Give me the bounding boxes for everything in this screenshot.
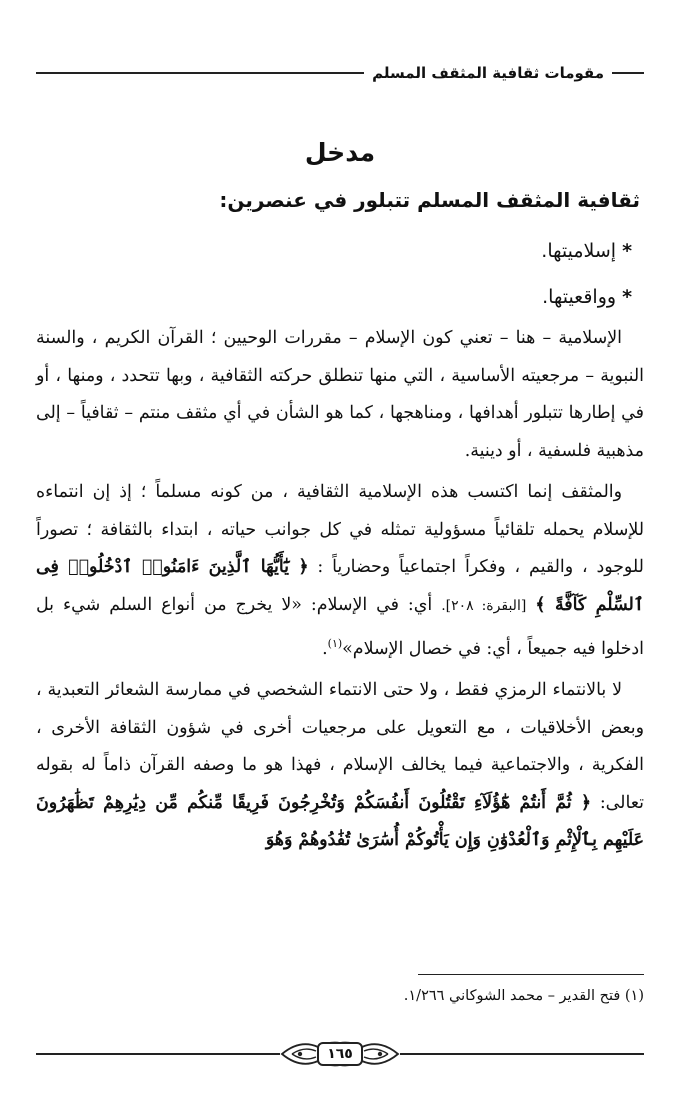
section-subheading: ثقافية المثقف المسلم تتبلور في عنصرين: <box>219 188 640 212</box>
body-text <box>36 320 644 864</box>
bullet-star: * <box>622 286 632 308</box>
page-number: ١٦٥ <box>317 1042 363 1066</box>
bullet-item <box>40 228 632 274</box>
footnote-rule <box>418 974 644 975</box>
header-rule-right <box>612 72 644 74</box>
page-footer <box>36 1034 644 1074</box>
footer-rule-left <box>36 1053 280 1055</box>
paragraph-2-text: والمثقف إنما اكتسب هذه الإسلامية الثقافية ، من كونه مسلماً ؛ إذ إن انتماءه للإسلام يحمله تلقائياً مسؤولية تمثله في كل جوانب حياته ، ابتداء بالثقافة ؛ تصوراً للوجود ، والقيم ، وفكراً اجتماعياً وحضارياً : <box>36 482 644 577</box>
footnote-marker[interactable]: (١) <box>327 637 343 650</box>
paragraph-3-text: لا بالانتماء الرمزي فقط ، ولا حتى الانتماء الشخصي في ممارسة الشعائر التعبدية ، وبعض الأخلاقيات ، مع التعويل على مرجعيات أخرى في شؤون الثقافة الأخرى ، الفكرية ، والاجتماعية فيما يخالف الإسلام ، فهذا هو ما وصفه القرآن ذاماً له بقوله تعالى: <box>36 680 644 813</box>
header-rule-left <box>36 72 364 74</box>
footnote: (١) فتح القدير – محمد الشوكاني ١/٢٦٦. <box>403 988 644 1004</box>
running-header <box>36 60 644 86</box>
paragraph-2-end: . <box>322 638 328 659</box>
paragraph-3 <box>36 672 644 860</box>
bullet-list <box>40 228 632 320</box>
quran-quote: ﴿ ثُمَّ أَنتُمْ هَٰٓؤُلَآءِ تَقْتُلُونَ أَنفُسَكُمْ وَتُخْرِجُونَ فَرِيقًا مِّنكُم مِّن دِيَٰرِهِمْ تَظَٰهَرُونَ عَلَيْهِم بِٱلْإِثْمِ وَٱلْعُدْوَٰنِ وَإِن يَأْتُوكُمْ أُسَٰرَىٰ تُفَٰدُوهُمْ وَهُوَ <box>36 792 644 851</box>
quran-reference: [البقرة: ٢٠٨]. <box>441 597 527 614</box>
footer-rule-right <box>400 1053 644 1055</box>
paragraph-1: الإسلامية – هنا – تعني كون الإسلام – مقررات الوحيين ؛ القرآن الكريم ، والسنة النبوية – مرجعيته الأساسية ، التي منها تنطلق حركته الثقافية ، وبها تتحدد ، ومنها ، أو في إطارها تتبلور أهدافها ، ومناهجها ، كما هو الشأن في أي مثقف منتم – ثقافياً – إلى مذهبية فلسفية ، أو دينية. <box>36 328 644 461</box>
bullet-text: إسلاميتها. <box>541 240 617 262</box>
paragraph-2-tafsir: أي: في الإسلام: «لا يخرج من أنواع السلم شيء بل ادخلوا فيه جميعاً ، أي: في خصال الإسلام» <box>36 594 644 659</box>
page-number-ornament <box>280 1037 400 1071</box>
running-title: مقومات ثقافية المثقف المسلم <box>372 64 604 82</box>
paragraph-2 <box>36 474 644 668</box>
bullet-item <box>40 274 632 320</box>
bullet-text: وواقعيتها. <box>542 286 617 308</box>
bullet-star: * <box>622 240 632 262</box>
section-heading: مدخل <box>304 138 376 167</box>
quran-quote: ﴿ يَٰٓأَيُّهَا ٱلَّذِينَ ءَامَنُوا۟ ٱدْخُلُوا۟ فِى ٱلسِّلْمِ كَآفَّةً ﴾ <box>36 557 644 615</box>
